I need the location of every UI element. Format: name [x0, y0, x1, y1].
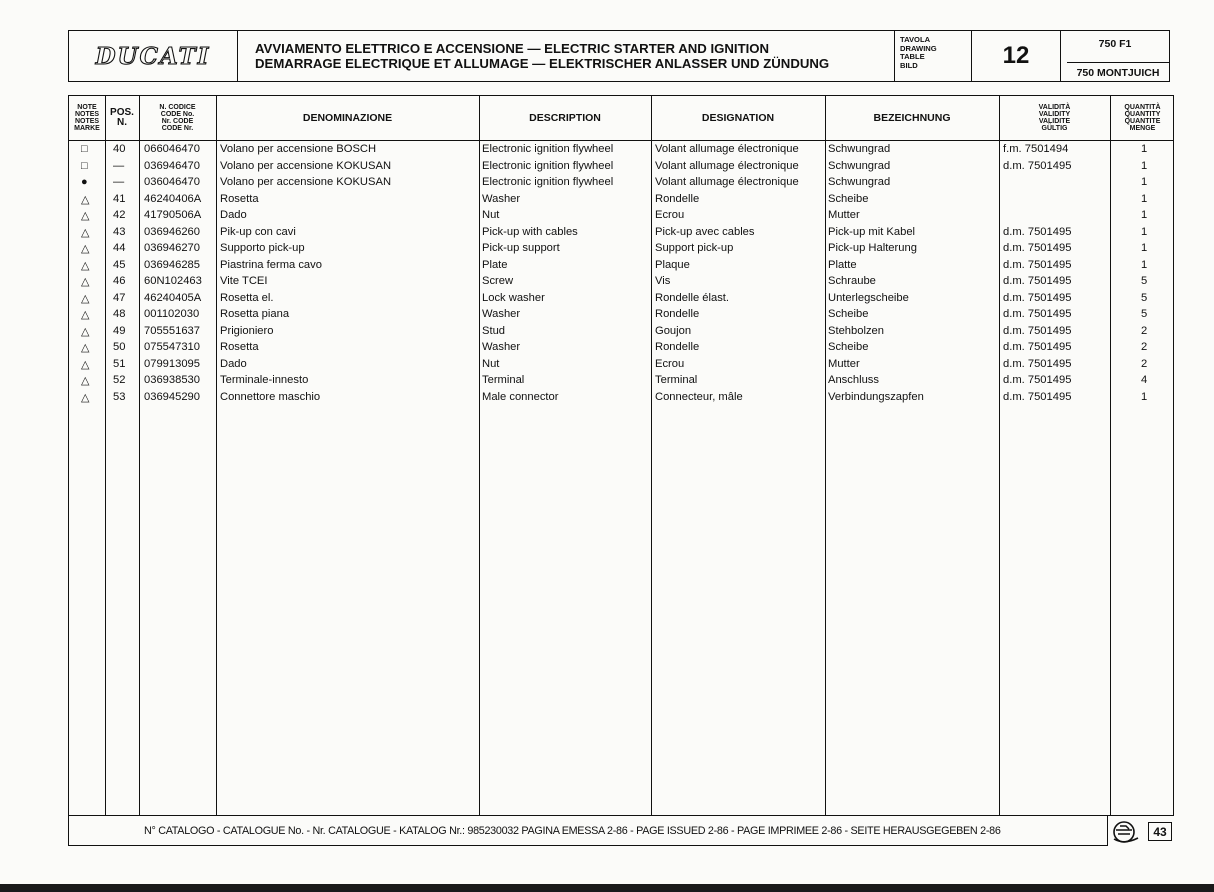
cell-code: 46240406A: [144, 192, 202, 205]
col-pos: POS. N.: [110, 107, 134, 128]
cell-qty: 2: [1141, 324, 1148, 337]
cell-valid: d.m. 7501495: [1003, 242, 1072, 254]
cell-qty: 1: [1141, 159, 1148, 172]
cell-qty: 5: [1141, 275, 1148, 287]
model-2: 750 MONTJUICH: [1067, 62, 1169, 83]
table-row: [69, 390, 1173, 407]
table-row: [69, 373, 1173, 390]
table-row: [69, 241, 1173, 258]
cell-code: 036938530: [144, 374, 200, 386]
ducati-logo: DUCATI: [95, 42, 211, 70]
cell-en: Plate: [482, 258, 508, 271]
cell-qty: 5: [1141, 308, 1148, 320]
cell-de: Pick-up Halterung: [828, 242, 917, 254]
cell-en: Washer: [482, 341, 521, 353]
cell-note: △: [81, 210, 90, 222]
cell-pos: 52: [113, 374, 126, 386]
cell-note: △: [81, 391, 90, 404]
cell-it: Piastrina ferma cavo: [220, 258, 322, 271]
cell-note: □: [81, 143, 88, 155]
cell-fr: Rondelle: [655, 341, 700, 353]
cell-note: △: [81, 276, 90, 288]
cell-en: Electronic ignition flywheel: [482, 143, 614, 155]
cell-fr: Goujon: [655, 324, 692, 337]
cell-en: Electronic ignition flywheel: [482, 176, 614, 188]
cell-de: Verbindungszapfen: [828, 390, 924, 403]
cell-qty: 1: [1141, 192, 1148, 205]
table-row: [69, 307, 1173, 324]
cell-de: Platte: [828, 258, 857, 271]
cell-code: 079913095: [144, 357, 200, 370]
table-label: TABLE: [900, 52, 925, 62]
cell-qty: 2: [1141, 341, 1148, 353]
cell-note: △: [81, 292, 90, 305]
table-row: [69, 192, 1173, 209]
cell-pos: 51: [113, 357, 126, 370]
cell-en: Pick-up with cables: [482, 225, 578, 238]
title-line-1: AVVIAMENTO ELETTRICO E ACCENSIONE — ELECTRIC STARTER AND IGNITION: [255, 41, 770, 56]
cell-pos: 48: [113, 308, 126, 320]
table-row: [69, 208, 1173, 225]
cell-note: △: [81, 325, 90, 338]
cell-de: Pick-up mit Kabel: [828, 225, 916, 238]
cell-de: Mutter: [828, 209, 860, 221]
col-bezeichnung: BEZEICHNUNG: [873, 112, 951, 124]
cell-it: Dado: [220, 357, 247, 370]
model-box: [1060, 30, 1170, 82]
cell-it: Rosetta el.: [220, 291, 274, 304]
cell-code: 036946270: [144, 242, 200, 254]
cell-valid: d.m. 7501495: [1003, 275, 1072, 287]
cell-it: Volano per accensione KOKUSAN: [220, 159, 392, 172]
cell-pos: 40: [113, 143, 126, 155]
cell-de: Schwungrad: [828, 176, 891, 188]
cell-code: 036946260: [144, 225, 200, 238]
cell-code: 075547310: [144, 341, 200, 353]
cell-en: Washer: [482, 308, 521, 320]
table-row: [69, 258, 1173, 275]
table-row: [69, 175, 1173, 192]
cell-it: Volano per accensione KOKUSAN: [220, 176, 392, 188]
cell-de: Schwungrad: [828, 159, 891, 172]
table-row: [69, 357, 1173, 374]
cell-it: Volano per accensione BOSCH: [220, 143, 377, 155]
table-row: [69, 225, 1173, 242]
cell-de: Schwungrad: [828, 143, 891, 155]
page-title: [238, 30, 894, 82]
cell-qty: 1: [1141, 258, 1148, 271]
cell-code: 036046470: [144, 176, 200, 188]
drawing-label-box: [894, 30, 972, 82]
cell-valid: d.m. 7501495: [1003, 159, 1072, 172]
cell-note: △: [81, 309, 90, 321]
cell-note: □: [81, 159, 88, 172]
cell-fr: Vis: [655, 275, 671, 287]
cell-valid: d.m. 7501495: [1003, 341, 1072, 353]
cell-valid: d.m. 7501495: [1003, 258, 1072, 271]
cell-it: Dado: [220, 209, 247, 221]
cell-it: Vite TCEI: [220, 275, 268, 287]
cell-code: 46240405A: [144, 291, 202, 304]
cell-qty: 4: [1141, 374, 1148, 386]
cell-en: Lock washer: [482, 291, 545, 304]
cell-valid: d.m. 7501495: [1003, 357, 1072, 370]
table-row: [69, 274, 1173, 291]
cell-fr: Terminal: [655, 374, 698, 386]
cell-en: Washer: [482, 192, 521, 205]
cell-en: Terminal: [482, 374, 525, 386]
cell-valid: d.m. 7501495: [1003, 225, 1072, 238]
cell-code: 036946470: [144, 159, 200, 172]
cell-fr: Volant allumage électronique: [655, 143, 799, 155]
col-quantity: QUANTITÀ QUANTITY QUANTITE MENGE: [1124, 103, 1161, 133]
cell-qty: 1: [1141, 209, 1148, 221]
col-note: NOTE NOTES NOTES MARKE: [74, 103, 100, 133]
cell-pos: 47: [113, 291, 126, 304]
cell-fr: Volant allumage électronique: [655, 159, 799, 172]
cell-fr: Rondelle: [655, 308, 700, 320]
cell-en: Electronic ignition flywheel: [482, 159, 614, 172]
drawing-label: DRAWING: [900, 43, 937, 53]
cell-code: 066046470: [144, 143, 200, 155]
cell-de: Stehbolzen: [828, 324, 884, 337]
cell-de: Scheibe: [828, 308, 869, 320]
cell-de: Mutter: [828, 357, 860, 370]
cell-pos: 53: [113, 390, 126, 403]
cell-de: Unterlegscheibe: [828, 291, 909, 304]
cell-qty: 2: [1141, 357, 1148, 370]
cell-fr: Support pick-up: [655, 242, 734, 254]
cell-pos: 44: [113, 242, 126, 254]
cell-fr: Rondelle élast.: [655, 291, 730, 304]
cell-qty: 1: [1141, 176, 1148, 188]
col-denominazione: DENOMINAZIONE: [302, 112, 393, 124]
cell-pos: 46: [113, 275, 126, 287]
catalog-footer: N° CATALOGO - CATALOGUE No. - Nr. CATALOGUE - KATALOG Nr.: 985230032 PAGINA EMESSA 2-86 - PAGE ISSUED 2-86 - PAGE IMPRIMEE 2-86 - SEITE HERAUSGEGEBEN 2-86: [68, 816, 1108, 846]
cell-en: Stud: [482, 324, 506, 337]
cell-it: Connettore maschio: [220, 390, 321, 403]
col-designation: DESIGNATION: [701, 112, 775, 124]
table-row: [69, 142, 1173, 159]
cell-en: Nut: [482, 357, 500, 370]
cell-de: Anschluss: [828, 374, 879, 386]
cell-pos: 43: [113, 225, 126, 238]
bild-label: BILD: [900, 60, 918, 70]
cell-de: Schraube: [828, 275, 876, 287]
cell-fr: Connecteur, mâle: [655, 390, 743, 403]
cell-valid: f.m. 7501494: [1003, 143, 1069, 155]
cell-note: △: [81, 375, 90, 387]
model-1: 750 F1: [1098, 38, 1132, 50]
cell-valid: d.m. 7501495: [1003, 374, 1072, 386]
cell-valid: d.m. 7501495: [1003, 291, 1072, 304]
cell-note: △: [81, 226, 90, 239]
cell-en: Nut: [482, 209, 500, 221]
cell-note: △: [81, 342, 90, 354]
table-row: [69, 291, 1173, 308]
cell-code: 41790506A: [144, 209, 202, 221]
cell-code: 036945290: [144, 390, 200, 403]
cell-pos: 50: [113, 341, 126, 353]
cell-qty: 5: [1141, 291, 1148, 304]
bottom-rule: [0, 884, 1214, 892]
cell-pos: 49: [113, 324, 126, 337]
col-validity: VALIDITÀ VALIDITY VALIDITE GÜLTIG: [1038, 103, 1071, 133]
cell-fr: Ecrou: [655, 357, 685, 370]
title-line-2: DEMARRAGE ELECTRIQUE ET ALLUMAGE — ELEKTRISCHER ANLASSER UND ZÜNDUNG: [255, 56, 830, 71]
cell-note: △: [81, 358, 90, 371]
cell-en: Pick-up support: [482, 242, 560, 254]
cell-fr: Plaque: [655, 258, 690, 271]
cell-code: 705551637: [144, 324, 200, 337]
cell-pos: —: [113, 176, 125, 188]
cell-note: ●: [81, 176, 88, 188]
cell-fr: Rondelle: [655, 192, 700, 205]
cell-valid: d.m. 7501495: [1003, 390, 1072, 403]
cell-pos: 45: [113, 258, 126, 271]
cell-note: △: [81, 259, 90, 272]
cell-it: Pik-up con cavi: [220, 225, 296, 238]
tavola-label: TAVOLA: [900, 35, 931, 44]
page-number: 43: [1148, 822, 1172, 841]
cell-it: Terminale-innesto: [220, 374, 309, 386]
table-row: [69, 324, 1173, 341]
table-number: 12: [972, 30, 1060, 82]
cell-it: Rosetta: [220, 341, 259, 353]
cell-fr: Ecrou: [655, 209, 685, 221]
table-row: [69, 159, 1173, 176]
cell-en: Male connector: [482, 390, 559, 403]
cell-qty: 1: [1141, 143, 1148, 155]
cell-it: Rosetta: [220, 192, 259, 205]
cell-note: △: [81, 243, 90, 255]
cell-it: Prigioniero: [220, 324, 274, 337]
cell-de: Scheibe: [828, 192, 869, 205]
cell-pos: —: [113, 159, 125, 172]
col-code: N. CODICE CODE No. Nr. CODE CODE Nr.: [159, 103, 196, 133]
cell-it: Supporto pick-up: [220, 242, 305, 254]
parts-table: [68, 95, 1174, 816]
cell-qty: 1: [1141, 390, 1148, 403]
col-description: DESCRIPTION: [529, 112, 601, 124]
cell-code: 001102030: [144, 308, 200, 320]
cell-it: Rosetta piana: [220, 308, 290, 320]
cell-fr: Pick-up avec cables: [655, 225, 755, 238]
cell-qty: 1: [1141, 242, 1148, 254]
table-row: [69, 340, 1173, 357]
cell-code: 036946285: [144, 258, 200, 271]
logo-box: [68, 30, 238, 82]
cell-fr: Volant allumage électronique: [655, 176, 799, 188]
cell-pos: 41: [113, 192, 126, 205]
cell-de: Scheibe: [828, 341, 869, 353]
cell-en: Screw: [482, 275, 514, 287]
cell-note: △: [81, 193, 90, 206]
cell-pos: 42: [113, 209, 126, 221]
cell-qty: 1: [1141, 225, 1148, 238]
cell-code: 60N102463: [144, 275, 202, 287]
cell-valid: d.m. 7501495: [1003, 324, 1072, 337]
cell-valid: d.m. 7501495: [1003, 308, 1072, 320]
motorcycle-icon: [1110, 819, 1148, 845]
